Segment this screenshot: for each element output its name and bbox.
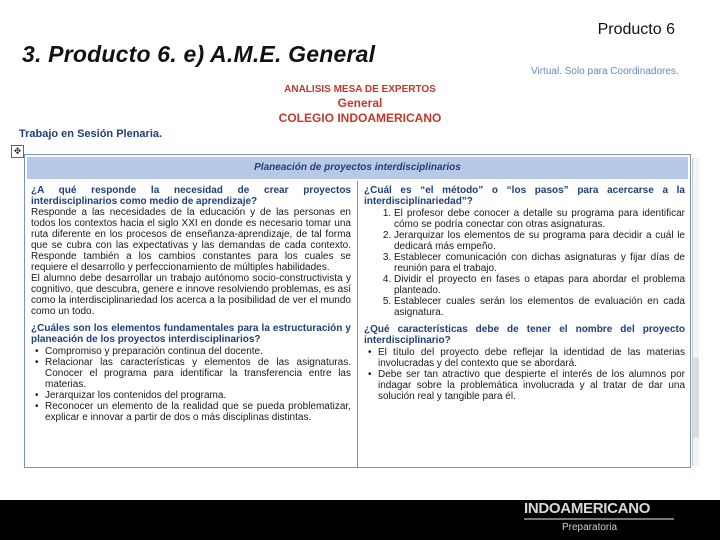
list-item: • Jerarquizar los contenidos del programa. xyxy=(45,390,351,401)
planning-table xyxy=(24,154,691,468)
scrollbar-thumb[interactable] xyxy=(693,358,699,438)
list-item: 5. Establecer cuales serán los elementos de evaluación en cada asignatura. xyxy=(394,296,685,318)
left-answer-2: El alumno debe desarrollar un trabajo autónomo socio-constructivista y cognitivo, que descubra, genere e innove resolviendo problemas, es así como la interdisciplinariedad los acerca a la posibilidad de ver el mundo como un todo. xyxy=(31,273,351,317)
logo-subtitle: Preparatoria xyxy=(562,522,618,533)
table-left-column xyxy=(25,181,358,467)
left-answer-1: Responde a las necesidades de la educación y de las personas en todos los contextos hacia el siglo XXI en donde es necesario tomar una ruta diferente en los procesos de enseñanza-aprendizaje, de tal forma que se cubra con las expectativas y las demandas de cada contexto. Responde también a los cambios constantes para los cuales se requiere el desarrollo y perfeccionamiento de múltiples habilidades. xyxy=(31,207,351,273)
list-item: • Reconocer un elemento de la realidad que se pueda problematizar, explicar e innovar a partir de dos o más disciplinas distintas. xyxy=(45,401,351,423)
left-bullet-list xyxy=(31,346,351,423)
logo-brand: INDOAMERICANO xyxy=(524,500,651,517)
left-question-1: ¿A qué responde la necesidad de crear proyectos interdisciplinarios como medio de aprendizaje? xyxy=(31,185,351,207)
list-item: • Relacionar las características y elementos de las asignaturas. Conocer el programa para identificar la transferencia entre las materias. xyxy=(45,357,351,390)
corner-title: Producto 6 xyxy=(597,21,675,38)
table-right-column xyxy=(358,181,691,467)
document-header xyxy=(0,84,720,125)
vertical-scrollbar[interactable] xyxy=(692,158,699,466)
move-icon[interactable]: ✥ xyxy=(11,145,24,158)
list-item: 3. Establecer comunicación con dichas asignaturas y fijar días de reunión para el trabajo. xyxy=(394,252,685,274)
faded-note: Virtual. Solo para Coordinadores. xyxy=(531,66,679,77)
right-question-2: ¿Qué características debe de tener el nombre del proyecto interdisciplinario? xyxy=(364,324,685,346)
table-title: Planeación de proyectos interdisciplinarios xyxy=(27,157,688,179)
right-steps-list xyxy=(364,208,685,318)
list-item: 4. Dividir el proyecto en fases o etapas para abordar el problema planteado. xyxy=(394,274,685,296)
left-question-2: ¿Cuáles son los elementos fundamentales para la estructuración y planeación de los proyectos interdisciplinarios? xyxy=(31,323,351,345)
doc-header-line-2: General xyxy=(337,96,383,110)
list-item: • Debe ser tan atractivo que despierte el interés de los alumnos por indagar sobre la problemática involucrada y al tratar de dar una solución real y tangible para él. xyxy=(378,369,685,402)
school-logo xyxy=(524,500,674,533)
doc-header-line-1: ANALISIS MESA DE EXPERTOS xyxy=(284,84,436,95)
list-item: 1. El profesor debe conocer a detalle su programa para identificar cómo se podría conectar con otras asignaturas. xyxy=(394,208,685,230)
right-bullet-list xyxy=(364,347,685,402)
list-item: 2. Jerarquizar los elementos de su programa para decidir a cuál le dedicará más empeño. xyxy=(394,230,685,252)
slide-title: 3. Producto 6. e) A.M.E. General xyxy=(22,41,376,67)
list-item: • Compromiso y preparación continua del docente. xyxy=(45,346,351,357)
session-label: Trabajo en Sesión Plenaria. xyxy=(19,128,163,140)
list-item: • El título del proyecto debe reflejar la identidad de las materias involucradas y del contexto que se abordará. xyxy=(378,347,685,369)
right-question-1: ¿Cuál es “el método” o “los pasos” para acercarse a la interdisciplinariedad”? xyxy=(364,185,685,207)
doc-header-line-3: COLEGIO INDOAMERICANO xyxy=(278,111,442,125)
